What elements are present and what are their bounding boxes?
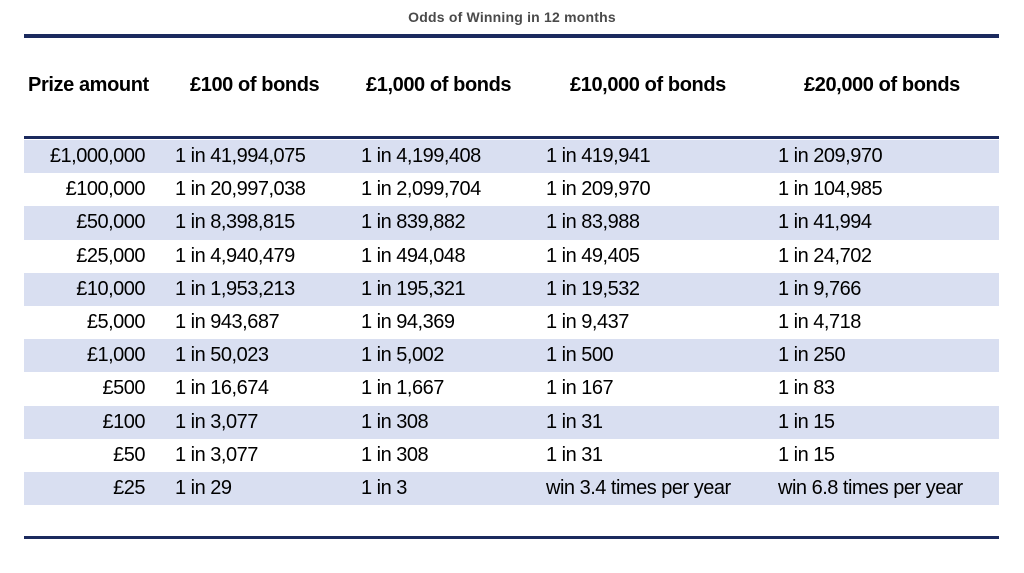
odds-1000-cell: 1 in 4,199,408 [361,145,481,167]
odds-100-cell: 1 in 16,674 [175,377,269,400]
odds-20000-cell: 1 in 4,718 [778,310,861,333]
odds-100-cell: 1 in 3,077 [175,443,258,466]
prize-cell: £10,000 [76,277,145,300]
table-row [24,273,999,306]
prize-cell: £1,000,000 [49,145,145,167]
odds-1000-cell: 1 in 3 [361,476,407,499]
page-title: Odds of Winning in 12 months [408,9,616,25]
odds-20000-cell: 1 in 9,766 [778,277,861,300]
odds-20000-cell: 1 in 83 [778,377,835,400]
odds-100-cell: 1 in 41,994,075 [175,145,306,167]
odds-100-cell: 1 in 1,953,213 [175,277,295,300]
odds-20000-cell: 1 in 15 [778,410,835,433]
prize-cell: £50 [113,443,145,466]
header-prize-amount: Prize amount [28,74,149,96]
header-20000-bonds: £20,000 of bonds [804,74,960,96]
table-row [24,206,999,239]
odds-100-cell: 1 in 943,687 [175,310,280,333]
header-100-bonds: £100 of bonds [190,74,320,96]
header-10000-bonds: £10,000 of bonds [570,74,726,96]
odds-100-cell: 1 in 50,023 [175,344,269,367]
odds-10000-cell: 1 in 31 [546,443,603,466]
odds-10000-cell: 1 in 19,532 [546,277,640,300]
prize-cell: £500 [102,377,145,400]
odds-20000-cell: 1 in 104,985 [778,178,883,201]
prize-cell: £50,000 [76,211,145,234]
odds-1000-cell: 1 in 2,099,704 [361,178,481,201]
table-row [24,306,999,339]
top-rule [24,34,999,38]
prize-cell: £100 [102,410,145,433]
table-header [24,74,999,104]
prize-cell: £5,000 [86,310,145,333]
odds-1000-cell: 1 in 1,667 [361,377,444,400]
header-1000-bonds: £1,000 of bonds [366,74,512,96]
odds-1000-cell: 1 in 94,369 [361,310,455,333]
odds-100-cell: 1 in 20,997,038 [175,178,306,201]
table-row [24,472,999,505]
bottom-rule [24,536,999,539]
odds-100-cell: 1 in 29 [175,476,232,499]
header-rule [24,136,999,139]
table-row [24,439,999,472]
odds-10000-cell: 1 in 419,941 [546,145,651,167]
odds-20000-cell: win 6.8 times per year [778,476,963,499]
prize-cell: £25 [113,476,145,499]
odds-100-cell: 1 in 4,940,479 [175,244,295,267]
odds-1000-cell: 1 in 308 [361,410,429,433]
prize-cell: £1,000 [86,344,145,367]
odds-1000-cell: 1 in 494,048 [361,244,466,267]
prize-cell: £25,000 [76,244,145,267]
odds-10000-cell: 1 in 49,405 [546,244,640,267]
table-row [24,372,999,405]
odds-10000-cell: 1 in 83,988 [546,211,640,234]
table-row [24,339,999,372]
odds-1000-cell: 1 in 5,002 [361,344,444,367]
odds-20000-cell: 1 in 15 [778,443,835,466]
odds-100-cell: 1 in 8,398,815 [175,211,295,234]
odds-20000-cell: 1 in 209,970 [778,145,883,167]
table-row [24,240,999,273]
odds-10000-cell: win 3.4 times per year [546,476,731,499]
odds-10000-cell: 1 in 500 [546,344,614,367]
odds-1000-cell: 1 in 839,882 [361,211,466,234]
odds-10000-cell: 1 in 167 [546,377,614,400]
odds-20000-cell: 1 in 41,994 [778,211,872,234]
odds-20000-cell: 1 in 250 [778,344,846,367]
odds-100-cell: 1 in 3,077 [175,410,258,433]
table-row [24,406,999,439]
odds-10000-cell: 1 in 209,970 [546,178,651,201]
table-row [24,140,999,173]
odds-1000-cell: 1 in 308 [361,443,429,466]
prize-cell: £100,000 [65,178,145,201]
odds-1000-cell: 1 in 195,321 [361,277,466,300]
table-row [24,173,999,206]
odds-20000-cell: 1 in 24,702 [778,244,872,267]
table-body [24,140,999,505]
odds-10000-cell: 1 in 31 [546,410,603,433]
odds-10000-cell: 1 in 9,437 [546,310,629,333]
